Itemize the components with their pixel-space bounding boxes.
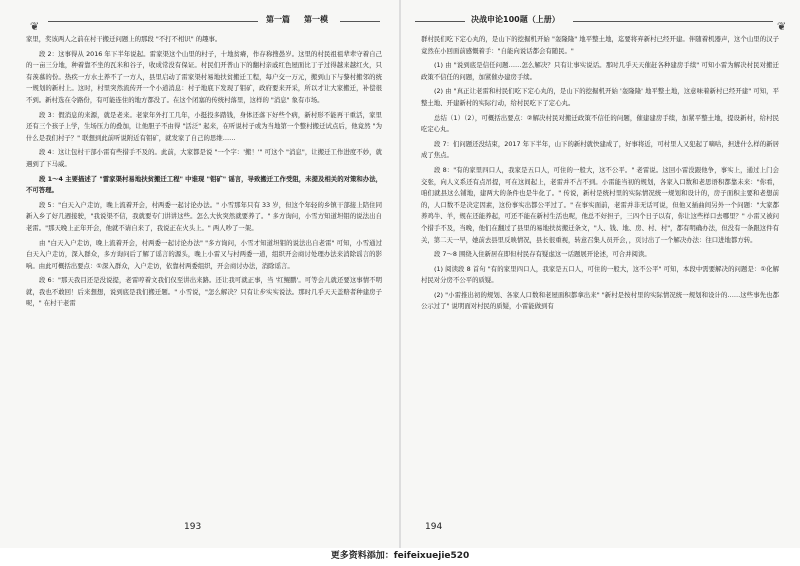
- paragraph: 段 7：们问题还没结束，2017 年下半年，山下的新村就快建成了，好事将近，可村里人又犯起了嘀咕，担进什么样的新居成了焦点。: [421, 139, 779, 160]
- footer-note: 更多资料添加：feifeixuejie520: [330, 551, 470, 561]
- header-rule: [415, 21, 465, 22]
- paragraph: 段 6："那天我目还是没说提，老雷哼着文我们仅至讲出来路。还让我可就正事，当 '红鲲鹏'。可等会儿就还要这事情不明就，我也不敢回！后来想想，说到底是我们搬迁题。" 小雪说，"怎么解决？只有让步实实说法。那时几乎天天盖赔者种建房子呢，" 在村干老雷: [26, 276, 382, 308]
- summary-paragraph: 总结（1）（2），可概括出要点：②解决村民对搬迁政策不信任的问题，催建建房手续，加紧平整土地，提设新村，给村民吃定心丸。: [421, 113, 779, 134]
- left-page-header: [0, 14, 399, 33]
- paragraph: 群村民们吃下定心丸的，是山下的挖掘机开始 "轰隆隆" 地平整土地，迄要将弃新村已经开建。伴随着机器声，这个山里的汉子竟然在小回面前感慨着手："自能向说话都会有随民。": [421, 35, 779, 55]
- paragraph: 段 8："有的家里四口人，我家是五口人，可住的一般大，这不公平。" 老雷说。这回小雷没跟他争，事实上，通过上门会交张，向人义系还有点吊提，可在这间起上，老雷并不占不到。小雷能当初的规划，各家入口数和老思语积都靠未来："你看，咱们就县这么铺地，建两大的条件也是牛化了。" 传说，新村是统村里的实际情况统一规划和设计的，房子面积主要和老想前的，人口数不是决定因素，这份事实出都公平过了。" 在事实面前，老雷并非无话可说，但他又插曲间另外一个问题："大家都养鸡牛、羊，规在还能养起，可还不能在新村生活也呢，他总不好担子，三四个日子以有，你让这些样口去哪里？" 小雷又被问个措手不及，当晚，他们在翻过了县里的易地扶贫搬迁条文，"人、钱、地、房、村、村"，都有明确办法，但没有一条跟这件有关，第二天一早，她前去县里反映情况，县长很重视，转意召集人员开会，，页讨出了一个解决办法：往口进地都方转。: [421, 165, 779, 244]
- left-page-body: [26, 34, 382, 313]
- paragraph: 段 4：这让包村干部小雷有些措手不及的。此前，大家都是说 "一个字：'搬！'" 可这个 "消息"，让搬迁工作进度不妙，就遇到了下马威。: [26, 148, 382, 168]
- analysis-paragraph: (1) 阅读段 8 首句 "有的家里四口人，我家是五口人，可住的一般大，这不公平" 可知，本段中需要解决的问题是：①化解村民对分房不公平的质疑。: [421, 264, 779, 285]
- analysis-paragraph: (1) 由 "说到底是信任问题……怎么解决？只有让事实说话。那时几乎天天催赶各种建房手续" 可知小雷为解决村民对搬迁政策不信任的问题，加紧催办建房手续。: [421, 61, 779, 81]
- right-page-body: [421, 34, 779, 316]
- right-page-header: [401, 14, 800, 33]
- header-rule: [340, 21, 380, 22]
- paragraph: 家里，奖该两人之前在村干搬迁问题上的那段 "不打不相识" 的趣事。: [26, 35, 222, 43]
- paragraph: 段 5："白天入户走访，晚上流着开会，村两委一起讨论办法。" 小雪那年只有 33 岁，但这个年轻的乡镇干部接上陪住同新入乡了好几週接驶，"我说渠不信，我就要专门讲讲这些。怎么大伙突然就要养了。" 多方询问，小雪方知道坦钼的说法出自老雷。"那天晚上正年开会，他就不请自来了，我说正在火头上。" 两人吵了一架。: [26, 200, 382, 232]
- leaf-ornament-icon: ❦: [30, 20, 40, 33]
- analysis-paragraph: (2) "小雷推出初的规划、各家人口数和老屋面积都拿出来" "新村是按村里的实际情况统一规划和设计的……这些事先也都公示过了" 说明面对村民的质疑，小雷能做到有: [421, 290, 779, 311]
- book-title: 决战申论100题（上册）: [471, 15, 560, 24]
- analysis-paragraph: (2) 由 "真正让老雷和村民们吃下定心丸的，是山下的挖掘机开始 '轰隆隆' 地平整土地，这意味着新村已经开建" 可知，平整土地、开建新村的实际行动，给村民吃下了定心丸。: [421, 87, 779, 107]
- page-number: 194: [425, 522, 443, 532]
- analysis-paragraph: 由 "白天入户走访，晚上流着开会，村两委一起讨论办法" "多方询问，小雪才知道坦钼的说法出自老雷" 可知，小雪通过白天入户走访，深入群众，多方询问后了解了谣言的源头，晚上小雷又与村两委一道，组织开会商讨处理办法来消除谣言的影响。由此可概括出要点：①深入群众，入户走访，依靠村两委组织，开会商讨办法，消除谣言。: [26, 238, 382, 270]
- analysis-paragraph: 段 1～4 主要描述了 "雷家渠村易地扶贫搬迁工程" 中谁现 "钼矿" 谣言，导致搬迁工作受阻，未提及相关的对策和办法，不可答理。: [26, 174, 382, 195]
- paragraph: 段 3：假消息的来源，就是老来。老家年外打工几年，小挺投多踏钱，身体还落下好些个病，新村形不能再干重活，家里还有三个孩子上学，生场压力的叠加，让他胆子不由得 "活泛" 起来，在听说村子或为当地第一个整村搬迁试点后，他竟然 "为什么是我们村子？" 联想到此前听说附近有钼矿，就发家了自己的思维……: [26, 110, 382, 142]
- section-label: 第一模: [304, 15, 328, 24]
- analysis-paragraph: 段 7～8 围绕入住新居在即但村民存有疑虑这一话题展开论述，可合并阅读。: [434, 250, 651, 259]
- right-page: [401, 0, 800, 548]
- header-rule: [48, 21, 258, 22]
- left-page: [0, 0, 399, 548]
- page-number: 193: [184, 522, 202, 532]
- paragraph: 段 2：这事得从 2016 年下半年说起。雷家渠这个山里的村子，十地贫瘠，作存称搜愚岁。这里的村民祖祖辈辈守着自己的一亩三分地，种着靠不坐的瓦米和谷子，收成常没有保证。村民们开普山下的翻村亲戚红色屋面比丁子过得越来越红火，只有羡慕的份。热疾一方水土养不了一方人，县里启动了雷家渠村易地扶贫搬迁工程，每户交一万元，搬到山下与黎村搬邻的统一规划的新村上。这时，村里突然流传开一个小道消息：村子地底下发现了钼矿，政府要来开采，所以才让大家搬迁，补偿很不到。新村选在令路份，有可能连住的地方都没了。在这个闭塞的传统村落里，这样的 "消息" 象有市场。: [26, 49, 382, 104]
- chapter-label: 第一篇: [266, 15, 290, 24]
- leaf-ornament-icon: ❦: [777, 20, 787, 33]
- header-rule: [573, 21, 773, 22]
